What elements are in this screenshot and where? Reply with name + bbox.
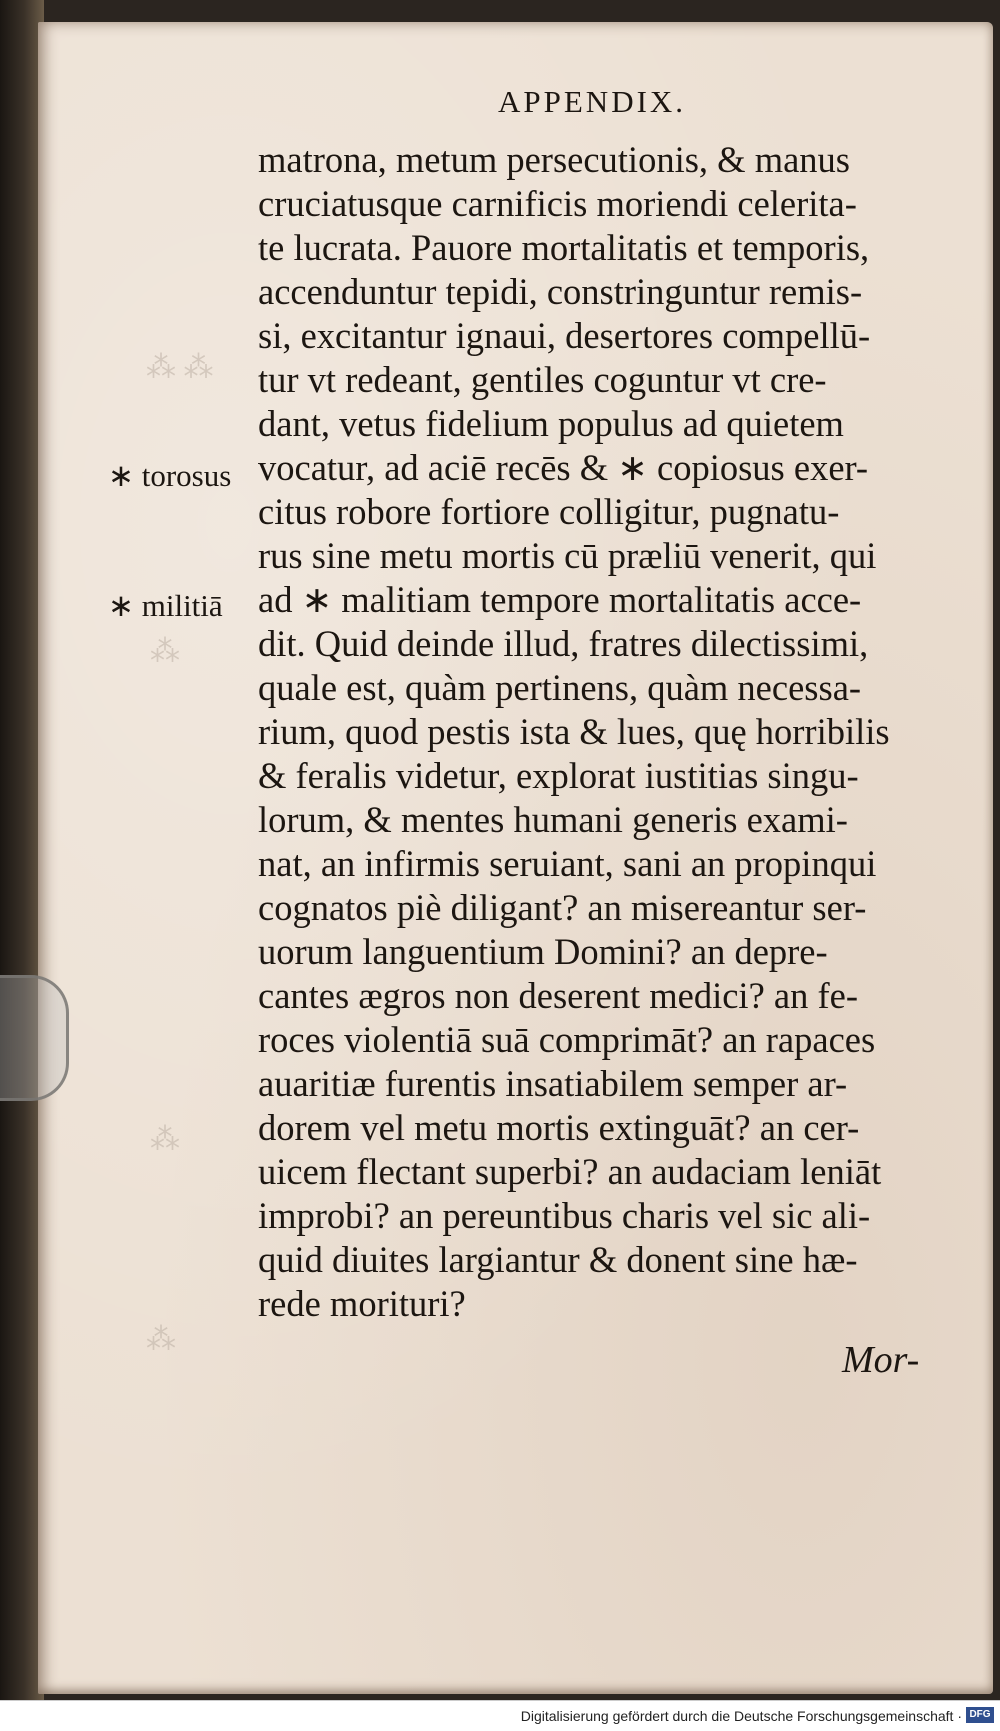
text-line-16: lorum, & mentes humani generis exami- [258,799,848,840]
text-line-4: accenduntur tepidi, constringuntur remis- [258,271,863,312]
text-line-26: quid diuites largiantur & donent sine hæ- [258,1239,858,1280]
catchword: Mor- [842,1339,920,1381]
page-clip [0,975,69,1101]
show-through-text: ⁂ ⁂ [146,351,214,384]
show-through-text: ⁂ [150,635,180,668]
show-through-text: ⁂ [146,1323,176,1356]
text-line-3: te lucrata. Pauore mortalitatis et temporis, [258,227,870,268]
text-line-2: cruciatusque carnificis moriendi celerita- [258,183,857,224]
text-line-22: auaritiæ furentis insatiabilem semper ar- [258,1063,848,1104]
text-line-8: vocatur, ad aciē recēs & ∗ copiosus exer- [258,447,869,488]
footer-credit: Digitalisierung gefördert durch die Deutsche Forschungsgemeinschaft · [520,1708,962,1724]
text-line-23: dorem vel metu mortis extinguāt? an cer- [258,1107,860,1148]
text-line-12: dit. Quid deinde illud, fratres dilectissimi, [258,623,869,664]
text-line-17: nat, an infirmis seruiant, sani an propinqui [258,843,877,884]
text-line-25: improbi? an pereuntibus charis vel sic ali- [258,1195,871,1236]
text-line-18: cognatos piè diligant? an misereantur ser- [258,887,867,928]
digitization-footer [0,1700,1000,1731]
marginal-note-1: ∗ torosus [108,458,232,493]
body-text [258,138,948,1326]
text-line-5: si, excitantur ignaui, desertores compellū- [258,315,871,356]
text-line-10: rus sine metu mortis cū præliū venerit, qui [258,535,877,576]
text-line-14: rium, quod pestis ista & lues, quę horribilis [258,711,890,752]
text-line-21: roces violentiā suā comprimāt? an rapaces [258,1019,876,1060]
show-through-text: ⁂ [150,1123,180,1156]
text-line-6: tur vt redeant, gentiles coguntur vt cre- [258,359,827,400]
text-line-15: & feralis videtur, explorat iustitias singu- [258,755,859,796]
text-line-13: quale est, quàm pertinens, quàm necessa- [258,667,862,708]
text-line-27: rede morituri? [258,1283,466,1324]
text-line-19: uorum languentium Domini? an depre- [258,931,828,972]
text-line-20: cantes ægros non deserent medici? an fe- [258,975,858,1016]
marginal-note-2: ∗ militiā [108,588,223,623]
dfg-logo: DFG [966,1707,994,1723]
text-line-9: citus robore fortiore colligitur, pugnatu- [258,491,840,532]
running-head: APPENDIX. [498,84,687,119]
text-line-1: matrona, metum persecutionis, & manus [258,139,850,180]
text-line-11: ad ∗ malitiam tempore mortalitatis acce- [258,579,862,620]
text-line-24: uicem flectant superbi? an audaciam leniāt [258,1151,882,1192]
text-line-7: dant, vetus fidelium populus ad quietem [258,403,844,444]
